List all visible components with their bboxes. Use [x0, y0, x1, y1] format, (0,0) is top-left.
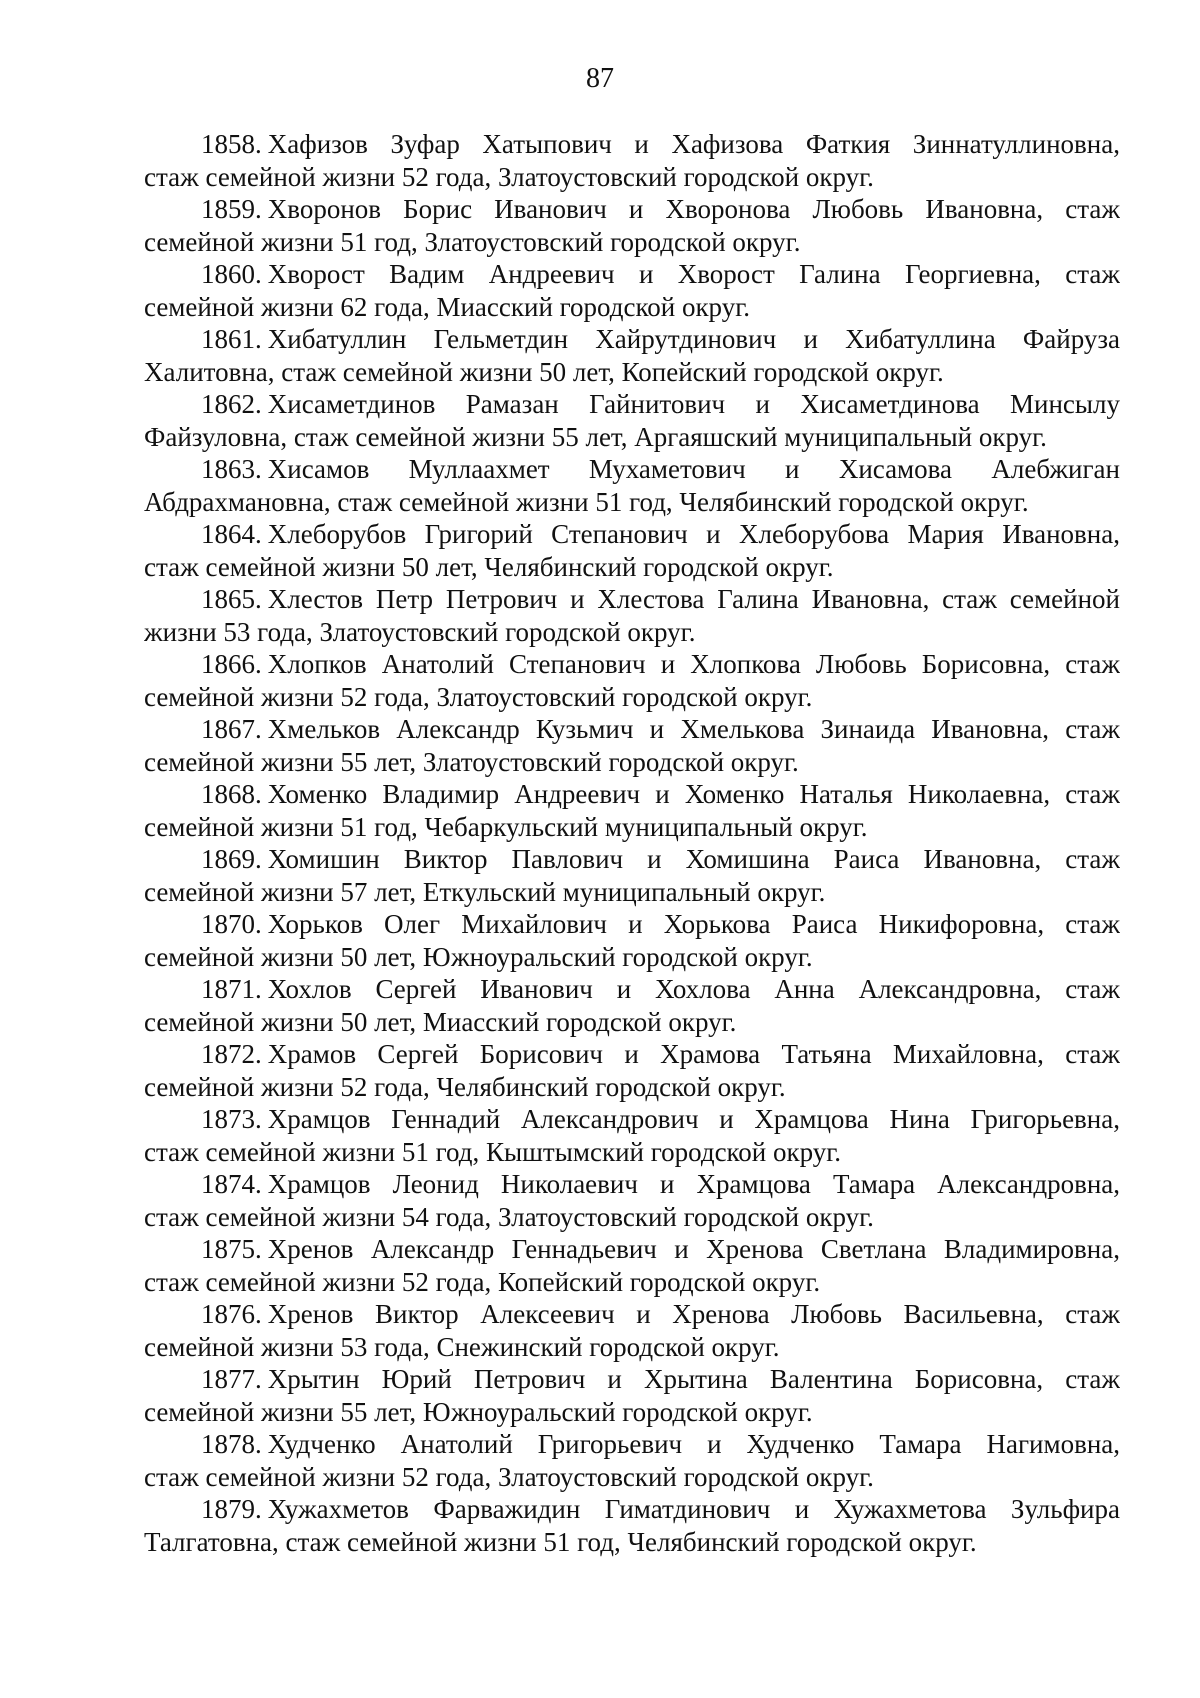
- list-item: [144, 973, 1120, 1038]
- entry-second-line: стаж семейной жизни 51 год, Кыштымский городской округ.: [144, 1136, 842, 1167]
- list-item: [144, 648, 1120, 713]
- entry-second-line: жизни 53 года, Златоустовский городской округ.: [144, 616, 696, 647]
- list-item: [144, 1298, 1120, 1363]
- entry-number: 1866.: [201, 649, 262, 679]
- entry-text: Храмцов Геннадий Александрович и Храмцова Нина Григорьевна,: [267, 1104, 1120, 1134]
- entry-first-line: [144, 258, 1120, 291]
- entry-number: 1863.: [201, 454, 262, 484]
- entry-second-line: семейной жизни 52 года, Челябинский городской округ.: [144, 1071, 786, 1102]
- list-item: [144, 583, 1120, 648]
- entry-first-line: [144, 778, 1120, 811]
- entry-text: Хомишин Виктор Павлович и Хомишина Раиса Ивановна, стаж: [267, 844, 1120, 874]
- entry-first-line: [144, 1103, 1120, 1136]
- entry-second-line: семейной жизни 53 года, Снежинский городской округ.: [144, 1331, 780, 1362]
- entry-text: Хрытин Юрий Петрович и Хрытина Валентина Борисовна, стаж: [267, 1364, 1120, 1394]
- entry-first-line: [144, 583, 1120, 616]
- entry-text: Храмцов Леонид Николаевич и Храмцова Тамара Александровна,: [267, 1169, 1120, 1199]
- entry-second-line: семейной жизни 51 год, Чебаркульский муниципальный округ.: [144, 811, 868, 842]
- entry-first-line: [144, 1493, 1120, 1526]
- entry-number: 1861.: [201, 324, 262, 354]
- entry-text: Хоменко Владимир Андреевич и Хоменко Наталья Николаевна, стаж: [267, 779, 1120, 809]
- entry-first-line: [144, 453, 1120, 486]
- entry-text: Хафизов Зуфар Хатыпович и Хафизова Фаткия Зиннатуллиновна,: [267, 129, 1120, 159]
- entry-second-line: стаж семейной жизни 52 года, Златоустовский городской округ.: [144, 161, 874, 192]
- entry-second-line: семейной жизни 50 лет, Южноуральский городской округ.: [144, 941, 813, 972]
- entry-number: 1859.: [201, 194, 262, 224]
- entry-text: Хисаметдинов Рамазан Гайнитович и Хисаметдинова Минсылу: [267, 389, 1120, 419]
- entry-first-line: [144, 908, 1120, 941]
- list-item: [144, 1038, 1120, 1103]
- list-item: [144, 908, 1120, 973]
- page-number: 87: [586, 63, 614, 94]
- entry-number: 1864.: [201, 519, 262, 549]
- entry-second-line: семейной жизни 51 год, Златоустовский городской округ.: [144, 226, 801, 257]
- entry-text: Хорьков Олег Михайлович и Хорькова Раиса Никифоровна, стаж: [267, 909, 1120, 939]
- list-item: [144, 193, 1120, 258]
- entry-first-line: [144, 388, 1120, 421]
- entry-first-line: [144, 193, 1120, 226]
- entry-first-line: [144, 1168, 1120, 1201]
- entry-second-line: семейной жизни 55 лет, Южноуральский городской округ.: [144, 1396, 813, 1427]
- entry-text: Хмельков Александр Кузьмич и Хмелькова Зинаида Ивановна, стаж: [267, 714, 1120, 744]
- entry-text: Хисамов Муллаахмет Мухаметович и Хисамова Алебжиган: [267, 454, 1120, 484]
- entry-text: Храмов Сергей Борисович и Храмова Татьяна Михайловна, стаж: [267, 1039, 1120, 1069]
- entry-number: 1871.: [201, 974, 262, 1004]
- entry-number: 1865.: [201, 584, 262, 614]
- list-item: [144, 323, 1120, 388]
- entry-first-line: [144, 843, 1120, 876]
- entry-second-line: стаж семейной жизни 54 года, Златоустовский городской округ.: [144, 1201, 874, 1232]
- entry-second-line: семейной жизни 57 лет, Еткульский муниципальный округ.: [144, 876, 826, 907]
- list-item: [144, 1233, 1120, 1298]
- list-item: [144, 1168, 1120, 1233]
- entry-first-line: [144, 1363, 1120, 1396]
- entry-text: Худченко Анатолий Григорьевич и Худченко Тамара Нагимовна,: [267, 1429, 1120, 1459]
- entry-number: 1862.: [201, 389, 262, 419]
- entry-number: 1878.: [201, 1429, 262, 1459]
- entry-first-line: [144, 1428, 1120, 1461]
- entry-number: 1870.: [201, 909, 262, 939]
- entry-second-line: Талгатовна, стаж семейной жизни 51 год, Челябинский городской округ.: [144, 1526, 977, 1557]
- entry-second-line: семейной жизни 52 года, Златоустовский городской округ.: [144, 681, 813, 712]
- entry-second-line: стаж семейной жизни 52 года, Копейский городской округ.: [144, 1266, 821, 1297]
- entry-number: 1879.: [201, 1494, 262, 1524]
- entry-number: 1860.: [201, 259, 262, 289]
- entry-number: 1874.: [201, 1169, 262, 1199]
- list-item: [144, 1493, 1120, 1558]
- entry-second-line: стаж семейной жизни 52 года, Златоустовский городской округ.: [144, 1461, 874, 1492]
- entry-number: 1869.: [201, 844, 262, 874]
- entry-text: Хохлов Сергей Иванович и Хохлова Анна Александровна, стаж: [267, 974, 1120, 1004]
- entry-number: 1868.: [201, 779, 262, 809]
- entry-first-line: [144, 1298, 1120, 1331]
- list-item: [144, 453, 1120, 518]
- entry-first-line: [144, 518, 1120, 551]
- entry-number: 1858.: [201, 129, 262, 159]
- list-item: [144, 778, 1120, 843]
- entry-text: Хлопков Анатолий Степанович и Хлопкова Любовь Борисовна, стаж: [267, 649, 1120, 679]
- list-item: [144, 128, 1120, 193]
- list-item: [144, 1428, 1120, 1493]
- entry-number: 1867.: [201, 714, 262, 744]
- list-item: [144, 843, 1120, 908]
- entry-text: Хренов Виктор Алексеевич и Хренова Любовь Васильевна, стаж: [267, 1299, 1120, 1329]
- entry-number: 1877.: [201, 1364, 262, 1394]
- entry-text: Хворост Вадим Андреевич и Хворост Галина Георгиевна, стаж: [267, 259, 1120, 289]
- entry-text: Хужахметов Фарважидин Гиматдинович и Хужахметова Зульфира: [267, 1494, 1120, 1524]
- entry-first-line: [144, 323, 1120, 356]
- entry-text: Хворонов Борис Иванович и Хворонова Любовь Ивановна, стаж: [267, 194, 1120, 224]
- entry-text: Хлестов Петр Петрович и Хлестова Галина Ивановна, стаж семейной: [267, 584, 1120, 614]
- entry-second-line: Халитовна, стаж семейной жизни 50 лет, Копейский городской округ.: [144, 356, 944, 387]
- entry-text: Хлеборубов Григорий Степанович и Хлеборубова Мария Ивановна,: [267, 519, 1120, 549]
- list-item: [144, 1103, 1120, 1168]
- entry-number: 1876.: [201, 1299, 262, 1329]
- entries-list: [144, 128, 1120, 1558]
- entry-text: Хибатуллин Гельметдин Хайрутдинович и Хибатуллина Файруза: [267, 324, 1120, 354]
- list-item: [144, 388, 1120, 453]
- entry-second-line: семейной жизни 55 лет, Златоустовский городской округ.: [144, 746, 799, 777]
- entry-second-line: семейной жизни 50 лет, Миасский городской округ.: [144, 1006, 737, 1037]
- entry-second-line: Абдрахмановна, стаж семейной жизни 51 год, Челябинский городской округ.: [144, 486, 1029, 517]
- entry-second-line: Файзуловна, стаж семейной жизни 55 лет, Аргаяшский муниципальный округ.: [144, 421, 1047, 452]
- list-item: [144, 258, 1120, 323]
- entry-second-line: семейной жизни 62 года, Миасский городской округ.: [144, 291, 750, 322]
- entry-first-line: [144, 973, 1120, 1006]
- entry-number: 1872.: [201, 1039, 262, 1069]
- entry-first-line: [144, 1233, 1120, 1266]
- entry-first-line: [144, 713, 1120, 746]
- entry-number: 1873.: [201, 1104, 262, 1134]
- list-item: [144, 518, 1120, 583]
- list-item: [144, 1363, 1120, 1428]
- list-item: [144, 713, 1120, 778]
- entry-number: 1875.: [201, 1234, 262, 1264]
- entry-second-line: стаж семейной жизни 50 лет, Челябинский городской округ.: [144, 551, 834, 582]
- entry-text: Хренов Александр Геннадьевич и Хренова Светлана Владимировна,: [267, 1234, 1120, 1264]
- entry-first-line: [144, 128, 1120, 161]
- entry-first-line: [144, 648, 1120, 681]
- entry-first-line: [144, 1038, 1120, 1071]
